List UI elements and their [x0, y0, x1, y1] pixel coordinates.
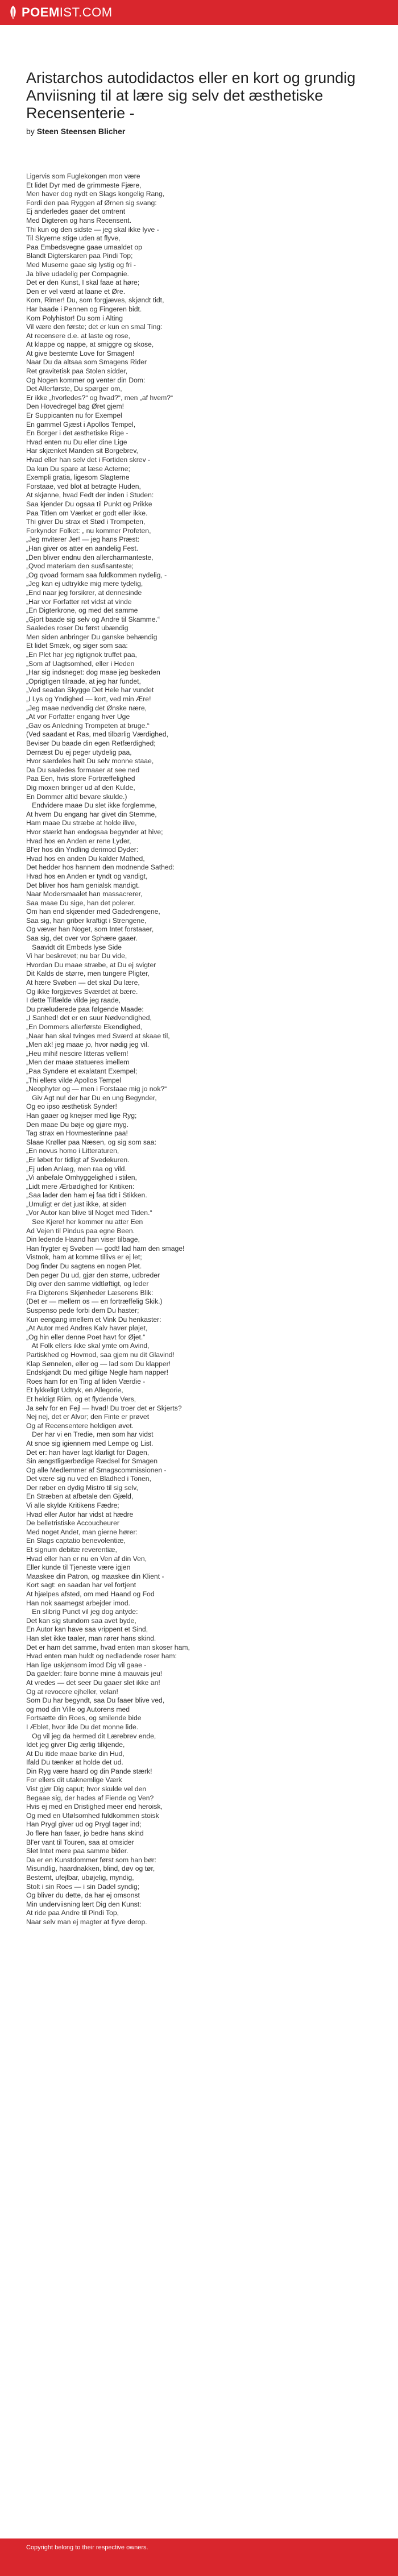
by-label: by	[26, 127, 35, 136]
poem-container	[0, 25, 398, 1927]
logo-text-bold: POEM	[22, 5, 60, 19]
logo-text-light: IST.COM	[59, 5, 113, 19]
poem-title: Aristarchos autodidactos eller en kort og grundig Anviisning til at lære sig selv det æsthetiske Recensenterie -	[26, 69, 356, 122]
poem-text: Ligervis som Fuglekongen mon være Et lidet Dyr med de grimmeste Fjære, Men haver dog nydt en Slags kongelig Rang, Fordi den paa Ryggen af Ørnen sig svang: Ej anderledes gaaer det omtrent Med Digteren og hans Recensent. Thi kun og den sidste — jeg skal ikke lyve - Til Skyerne stige uden at flyve, Paa Embedsvegne gaae umaaldet op Blandt Digterskaren paa Pindi Top; Med Muserne gaae sig lystig og fri - Ja blive udadelig per Compagnie. Det er den Kunst, I skal faae at høre; Den er vel værd at laane et Øre. Kom, Rimer! Du, som forgjæves, skjøndt tidt, Har baade i Pennen og Fingeren bidt. Kom Polyhistor! Du som i Alting Vil være den første; det er kun en smal Ting: At recensere d.e. at laste og rose, At klappe og nappe, at smiggre og skose, At give bestemte Love for Smagen! Naar Du da altsaa som Smagens Rider Ret gravitetisk paa Stolen sidder, Og Nogen kommer og venter din Dom: Det Allerførste, Du spørger om, Er ikke „hvorledes?“ og hvad?“, men „af hvem?“ Den Hovedregel bag Øret gjem! Er Suppicanten nu for Exempel En gammel Gjæst i Apollos Tempel, En Borger i det æsthetiske Rige - Hvad enten nu Du eller dine Lige Har skjænket Manden sit Borgebrev, Hvad eller han selv det i Fortiden skrev - Da kun Du spare at læse Acterne; Exempli gratia, ligesom Slagterne Forstaae, ved blot at betragte Huden, At skjønne, hvad Fedt der inden i Studen: Saa kjender Du ogsaa til Punkt og Prikke Paa Titlen om Værket er godt eller ikke. Thi giver Du strax et Stød i Trompeten, Forkynder Folket: „ nu kommer Profeten, „Jeg mviterer Jer! — jeg hans Præst: „Han giver os atter en aandelig Fest. „Den bliver endnu den allercharmanteste, „Qvod materiam den susfisanteste; „Og qvoad formam saa fuldkommen nydelig, - „Jeg kan ej udtrykke mig mere tydelig, „End naar jeg forsikrer, at dennesinde „Har vor Forfatter ret vidst at vinde „En Digterkrone, og med det samme „Gjort baade sig selv og Andre til Skamme.“ Saaledes roser Du først ubændig Men siden anbringer Du ganske behændig Et lidet Smæk, og siger som saa: „En Plet har jeg rigtignok truffet paa, „Som af Uagtsomhed, eller i Heden „Har sig indsneget: dog maae jeg beskeden „Oprigtigen tilraade, at jeg har fundet, „Ved seadan Skygge Det Hele har vundet „I Lys og Yndighed — kort, ved min Ære! „Jeg maae nødvendig det Ønske nære, „At vor Forfatter engang hver Uge „Gav os Anledning Trompeten at bruge.“ (Ved saadant et Ras, med tilbørlig Værdighed, Beviser Du baade din egen Retfærdighed; Dernæst Du ej peger utydelig paa, Hvor særdeles høit Du selv monne staae, Da Du saaledes formaaer at see ned Paa Een, hvis store Fortræffelighed Dig moxen bringer ud af den Kulde, En Dommer altid bevare skulde.) Endvidere maae Du slet ikke forglemme, At hvem Du engang har givet din Stemme, Ham maae Du stræbe at holde ilive, Hvor stærkt han endogsaa begynder at hive; Hvad hos en Anden er rene Lyder, Bl'er hos din Yndling derimod Dyder: Hvad hos en anden Du kalder Mathed, Det hedder hos hannem den modnende Sathed: Hvad hos en Anden er tyndt og vandigt, Det bliver hos ham genialsk mandigt. Naar Modersmaalet han massacrerer, Saa maae Du sige, han det polerer. Om han end skjænder med Gadedrengene, Saa sig, han griber kraftigt i Strengene, Og væver han Noget, som Intet forstaaer, Saa sig, det over vor Sphære gaaer. Saavidt dit Embeds lyse Side Vi har beskrevet; nu bar Du vide, Hvordan Du maae stræbe, at Du ej svigter Dit Kalds de større, men tungere Pligter, At hære Svøben — det skal Du lære, Og ikke forgjæves Sværdet at bære. I dette Tilfælde vilde jeg raade, Du præluderede paa følgende Maade: „I Sanhed! det er en suur Nødvendighed, „En Dommers allerførste Ekendighed, „Naar han skal tvinges med Sværd at skaae til, „Men ak! jeg maae jo, hvor nødig jeg vil. „Heu mihi! nescire litteras vellem! „Men der maae statueres imellem „Paa Syndere et exalatant Exempel; „Thi ellers vilde Apollos Tempel „Neophyter og — men i Forstaae mig jo nok?“ Giv Agt nu! der har Du en ung Begynder, Og eo ipso æsthetisk Synder! Han gaaer og knejser med lige Ryg; Den maae Du bøje og gjøre myg. Tag strax en Hovmesterinne paa! Slaae Krøller paa Næsen, og sig som saa: „En novus homo i Litteraturen, „Er løbet for tidligt af Svedekuren. „Ej uden Anlæg, men raa og vild. „Vi anbefale Omhyggelighed i stilen, „Lidt mere Ærbødighed for Kritiken: „Saa lader den ham ej faa tidt i Stikken. „Umuligt er det just ikke, at siden „Vor Autor kan blive til Noget med Tiden.“ See Kjere! her kommer nu atter Een Ad Vejen til Pindus paa egne Been. Din ledende Haand han viser tilbage, Han frygter ej Svøben — godt! lad ham den smage! Vistnok, ham at komme tillivs er ej let; Dog finder Du sagtens en nogen Plet. Den peger Du ud, gjør den større, udbreder Dig over den samme vidtløftigt, og leder Fra Digterens Skjønheder Læserens Blik: (Det er — mellem os — en fortræffelig Skik.) Suspenso pede forbi dem Du haster; Kun eengang imellem et Vink Du henkaster: „At Autor med Andres Kalv haver pløjet, „Og hin eller denne Poet havt for Øjet.“ At Folk ellers ikke skal ymte om Avind, Partiskhed og Hovmod, saa gjem nu dit Glavind! Klap Sønnelen, eller og — lad som Du klapper! Endskjøndt Du med giftige Negle ham napper! Roes ham for en Ting af liden Værdie - Et lykkeligt Udtryk, en Allegorie, Et heldigt Riim, og et flydende Vers, Ja selv for en Fejl — hvad! Du troer det er Skjerts? Nej nej, det er Alvor; den Finte er prøvet Og af Recensentere heldigen øvet. Der har vi en Tredie, men som har vidst At snoe sig igiennem med Lempe og List. Det er: han haver lagt klarligt for Dagen, Sin ængstligærbødige Rædsel for Smagen Og alle Medlemmer af Smagscommissionen - Det være sig nu ved en Bladhed i Tonen, Der røber en dydig Mistro til sig selv, En Stræben at afbetale den Gjæld, Vi alle skylde Kritikens Fædre; Hvad eller Autor har vidst at hædre De belletristiske Accoucheurer Med noget Andet, man gierne hører: En Slags captatio benevolentiæ, Et signum debitæ reverentiæ, Hvad eller han er nu en Ven af din Ven, Eller kunde til Tjeneste være igjen Maaskee din Patron, og maaskee din Klient - Kort sagt: en saadan har vel fortjent At hjælpes afsted, om med Haand og Fod Han nok saamegst arbejder imod. En slibrig Punct vil jeg dog antyde: Det kan sig stundom saa avet byde, En Autor kan have saa vrippent et Sind, Han slet ikke taaler, man rører hans skind. Det er ham det samme, hvad enten man skoser ham, Hvad enten man huldt og nedladende roser ham: Han lige uskjønsom imod Dig vil gaae - Da gaelder: faire bonne mine à mauvais jeu! At vredes — det seer Du gaaer slet ikke an! Og at revocere ejheller, velan! Som Du har begyndt, saa Du faaer blive ved, og mod din Ville og Autorens med Fortsætte din Roes, og smilende bide I Æblet, hvor ilde Du det monne lide. Og vil jeg da hermed dit Lærebrev ende, Idet jeg giver Dig ærlig tilkjende, At Du itide maae barke din Hud, Ifald Du tænker at holde det ud. Din Ryg være haard og din Pande stærk! For ellers dit utaknemlige Værk Vist gjør Dig caput; hvor skulde vel den Begaae sig, der hades af Fiende og Ven? Hvis ej med en Dristighed meer end heroisk, Og med en Ufølsomhed fuldkommen stoisk Han Prygl giver ud og Prygl tager ind; Jo flere han faaer, jo bedre hans skind Bl'er vant til Touren, saa at omsider Slet Intet mere paa samme bider. Da er en Kunstdommer først som han bør: Misundlig, haardnakken, blind, døv og tør, Bestemt, ufejlbar, ubøjelig, myndig, Stolt i sin Roes — i sin Dadel syndig; Og bliver du dette, da har ej omsonst Min underviisning lært Dig den Kunst: At ride paa Andre til Pindi Top, Naar selv man ej magter at flyve derop.	[26, 172, 190, 1926]
site-footer	[0, 2538, 398, 2576]
poem-byline	[26, 126, 372, 137]
author-link[interactable]: Steen Steensen Blicher	[36, 127, 126, 136]
quill-icon	[8, 5, 18, 20]
site-header	[0, 0, 398, 25]
site-logo[interactable]	[8, 5, 113, 20]
copyright-notice: Copyright belong to their respective owners.	[26, 2544, 148, 2551]
